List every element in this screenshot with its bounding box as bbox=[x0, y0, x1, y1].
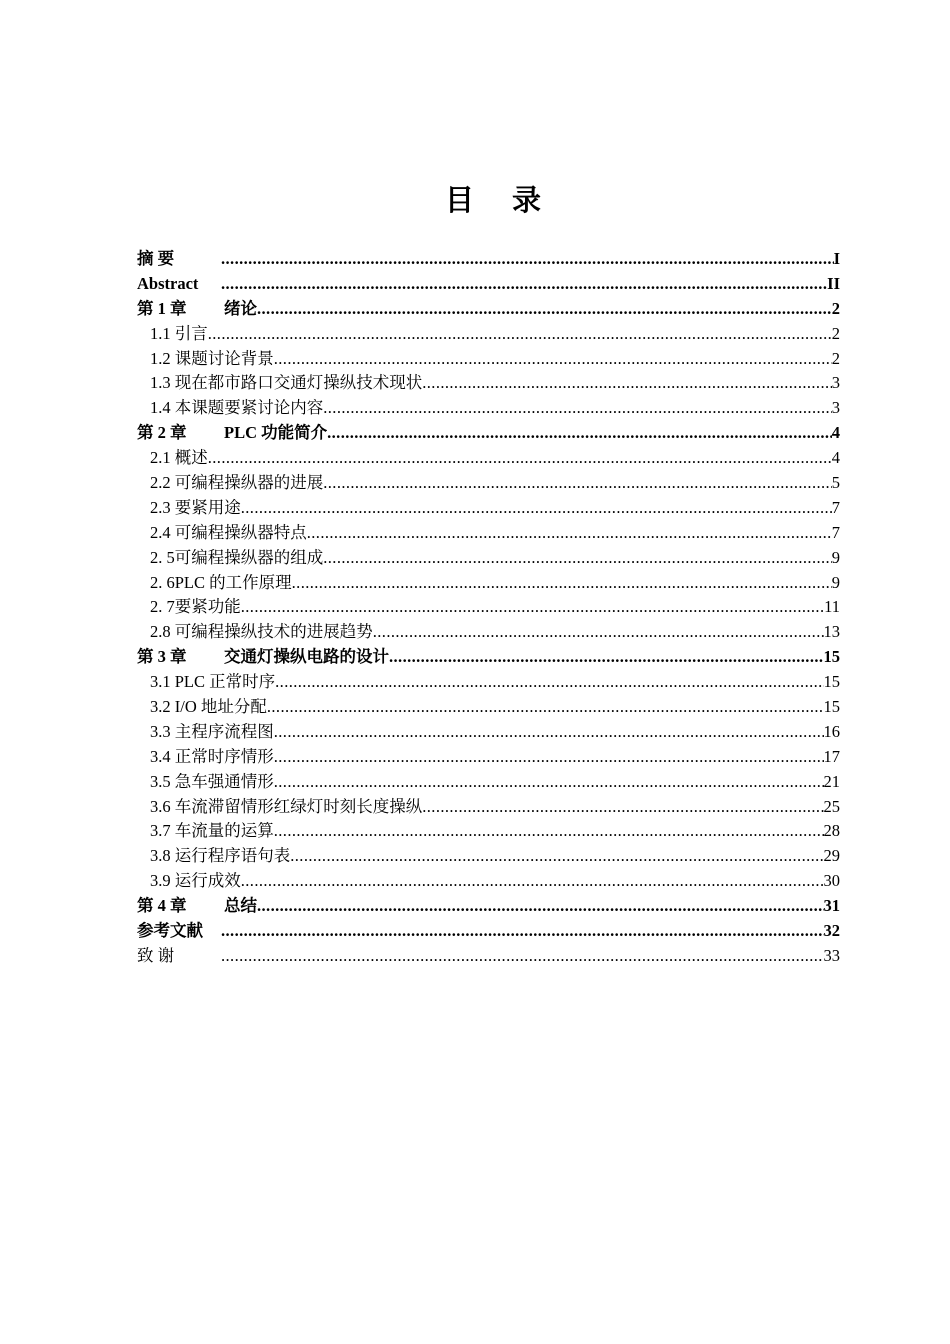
toc-entry-label: 3.7 车流量的运算 bbox=[150, 821, 274, 841]
toc-entry[interactable] bbox=[137, 620, 840, 645]
toc-leader-dots bbox=[221, 272, 827, 297]
toc-entry[interactable] bbox=[137, 720, 840, 745]
toc-entry-label: 2.2 可编程操纵器的进展 bbox=[150, 473, 324, 493]
toc-leader-dots bbox=[290, 844, 823, 869]
toc-entry-label: 1.2 课题讨论背景 bbox=[150, 348, 274, 368]
toc-entry-label: 摘 要 bbox=[137, 249, 175, 268]
toc-entry[interactable] bbox=[137, 471, 840, 496]
toc-page-number: 21 bbox=[823, 771, 840, 791]
toc-entry-label: 参考文献 bbox=[137, 921, 203, 941]
toc-entry-label: 2. 7要紧功能 bbox=[150, 597, 241, 617]
toc-leader-dots bbox=[221, 247, 834, 272]
toc-entry[interactable] bbox=[137, 371, 840, 396]
toc-entry[interactable] bbox=[137, 446, 840, 471]
toc-page-number: 9 bbox=[831, 547, 840, 567]
toc-page-number: 25 bbox=[823, 796, 840, 816]
toc-leader-dots bbox=[373, 620, 824, 645]
toc-leader-dots bbox=[241, 496, 832, 521]
toc-entry-label: 总结 bbox=[224, 896, 257, 916]
toc-page-number: 2 bbox=[831, 298, 840, 318]
toc-entry-label: 3.5 急车强通情形 bbox=[150, 771, 274, 791]
toc-leader-dots bbox=[241, 869, 824, 894]
toc-entry-label: 3.9 运行成效 bbox=[150, 871, 241, 891]
toc-entry[interactable] bbox=[137, 670, 840, 695]
toc-entry-label: 1.4 本课题要紧讨论内容 bbox=[150, 398, 324, 418]
table-of-contents bbox=[137, 247, 840, 969]
toc-entry[interactable] bbox=[137, 919, 840, 944]
toc-entry-label: 3.1 PLC 正常时序 bbox=[150, 672, 276, 692]
toc-entry[interactable] bbox=[137, 869, 840, 894]
toc-entry-label: 1.1 引言 bbox=[150, 323, 208, 343]
toc-page-number: 15 bbox=[823, 647, 840, 667]
toc-page-number: 29 bbox=[823, 846, 840, 866]
toc-leader-dots bbox=[275, 670, 823, 695]
toc-leader-dots bbox=[208, 446, 832, 471]
toc-entry[interactable] bbox=[137, 770, 840, 795]
toc-entry-label: 致 谢 bbox=[137, 945, 175, 965]
toc-entry-label: 2.8 可编程操纵技术的进展趋势 bbox=[150, 622, 373, 642]
toc-entry[interactable] bbox=[137, 819, 840, 844]
toc-entry-label: 2.3 要紧用途 bbox=[150, 497, 241, 517]
toc-leader-dots bbox=[292, 571, 832, 596]
toc-entry[interactable] bbox=[137, 944, 840, 969]
toc-entry-label: 3.6 车流滞留情形红绿灯时刻长度操纵 bbox=[150, 796, 423, 816]
toc-page-number: 5 bbox=[831, 473, 840, 493]
toc-entry[interactable] bbox=[137, 297, 840, 322]
toc-page-number: 31 bbox=[823, 896, 840, 916]
toc-page-number: 2 bbox=[831, 348, 840, 368]
toc-leader-dots bbox=[323, 471, 832, 496]
toc-leader-dots bbox=[267, 695, 824, 720]
toc-leader-dots bbox=[274, 720, 824, 745]
toc-leader-dots bbox=[307, 521, 832, 546]
toc-entry[interactable] bbox=[137, 844, 840, 869]
toc-entry-label: Abstract bbox=[137, 273, 199, 293]
toc-entry[interactable] bbox=[137, 496, 840, 521]
toc-page-number: 16 bbox=[823, 721, 840, 741]
toc-entry[interactable] bbox=[137, 894, 840, 919]
toc-entry[interactable] bbox=[137, 695, 840, 720]
toc-leader-dots bbox=[327, 421, 832, 446]
toc-page-number: 11 bbox=[824, 597, 840, 617]
toc-entry[interactable] bbox=[137, 421, 840, 446]
toc-page-number: II bbox=[827, 273, 840, 293]
toc-entry-label: 绪论 bbox=[224, 298, 257, 318]
toc-entry[interactable] bbox=[137, 396, 840, 421]
toc-page-number: 7 bbox=[831, 497, 840, 517]
toc-entry[interactable] bbox=[137, 595, 840, 620]
toc-entry[interactable] bbox=[137, 272, 840, 297]
toc-entry-label: 2. 5可编程操纵器的组成 bbox=[150, 547, 324, 567]
toc-leader-dots bbox=[241, 595, 824, 620]
toc-entry-label: 2.4 可编程操纵器特点 bbox=[150, 522, 307, 542]
toc-entry-label: 3.2 I/O 地址分配 bbox=[150, 697, 267, 717]
toc-page-number: 15 bbox=[823, 672, 840, 692]
toc-chapter-number: 第 3 章 bbox=[137, 647, 187, 667]
toc-page-number: 30 bbox=[823, 871, 840, 891]
toc-leader-dots bbox=[221, 919, 824, 944]
toc-leader-dots bbox=[208, 322, 832, 347]
toc-entry-label: PLC 功能简介 bbox=[224, 423, 328, 443]
toc-page-number: 32 bbox=[823, 921, 840, 941]
toc-page-number: 28 bbox=[823, 821, 840, 841]
toc-leader-dots bbox=[274, 770, 824, 795]
toc-page-number: 33 bbox=[823, 945, 840, 965]
toc-entry-label: 3.3 主程序流程图 bbox=[150, 721, 274, 741]
toc-entry[interactable] bbox=[137, 521, 840, 546]
toc-leader-dots bbox=[257, 297, 832, 322]
page-title: 目 录 bbox=[444, 183, 556, 217]
toc-page-number: 7 bbox=[831, 522, 840, 542]
toc-leader-dots bbox=[323, 396, 832, 421]
toc-page-number: 15 bbox=[823, 697, 840, 717]
toc-leader-dots bbox=[422, 371, 832, 396]
toc-leader-dots bbox=[274, 819, 824, 844]
toc-entry[interactable] bbox=[137, 745, 840, 770]
toc-chapter-number: 第 1 章 bbox=[137, 298, 187, 318]
toc-leader-dots bbox=[274, 745, 824, 770]
toc-leader-dots bbox=[389, 645, 824, 670]
toc-entry-label: 交通灯操纵电路的设计 bbox=[224, 647, 389, 667]
toc-leader-dots bbox=[323, 546, 832, 571]
toc-entry-label: 1.3 现在都市路口交通灯操纵技术现状 bbox=[150, 373, 423, 393]
toc-page-number: 3 bbox=[831, 373, 840, 393]
toc-leader-dots bbox=[221, 944, 824, 969]
toc-page-number: I bbox=[833, 249, 840, 268]
toc-page-number: 13 bbox=[823, 622, 840, 642]
toc-entry[interactable] bbox=[137, 571, 840, 596]
toc-page-number: 3 bbox=[831, 398, 840, 418]
toc-page-number: 4 bbox=[831, 423, 840, 443]
toc-leader-dots bbox=[422, 795, 823, 820]
toc-leader-dots bbox=[257, 894, 824, 919]
toc-chapter-number: 第 4 章 bbox=[137, 896, 187, 916]
toc-entry-label: 3.8 运行程序语句表 bbox=[150, 846, 291, 866]
toc-entry[interactable] bbox=[137, 322, 840, 347]
toc-entry[interactable] bbox=[137, 795, 840, 820]
toc-leader-dots bbox=[274, 347, 832, 372]
toc-page-number: 2 bbox=[831, 323, 840, 343]
toc-entry[interactable] bbox=[137, 247, 840, 272]
toc-entry[interactable] bbox=[137, 347, 840, 372]
toc-page-number: 17 bbox=[823, 746, 840, 766]
toc-entry-label: 3.4 正常时序情形 bbox=[150, 746, 274, 766]
toc-entry[interactable] bbox=[137, 645, 840, 670]
toc-page-number: 9 bbox=[831, 572, 840, 592]
toc-entry-label: 2. 6PLC 的工作原理 bbox=[150, 572, 292, 592]
toc-entry[interactable] bbox=[137, 546, 840, 571]
toc-chapter-number: 第 2 章 bbox=[137, 423, 187, 443]
toc-page-number: 4 bbox=[831, 448, 840, 468]
toc-entry-label: 2.1 概述 bbox=[150, 448, 208, 468]
